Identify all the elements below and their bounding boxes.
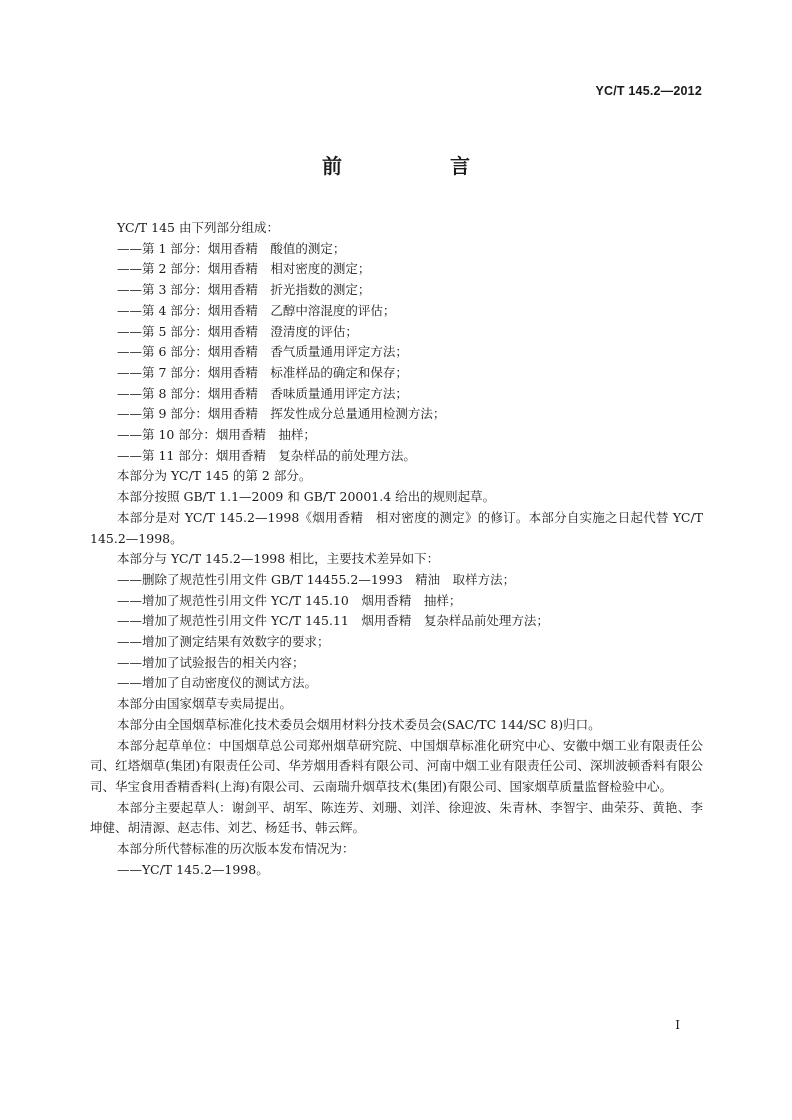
list-item: ——第 7 部分：烟用香精 标准样品的确定和保存；	[117, 364, 408, 380]
list-item: ——第 2 部分：烟用香精 相对密度的测定；	[117, 261, 371, 277]
paragraph: 本部分由国家烟草专卖局提出。	[117, 696, 293, 712]
list-item: ——第 3 部分：烟用香精 折光指数的测定；	[117, 282, 371, 298]
list-item: ——第 5 部分：烟用香精 澄清度的评估；	[117, 323, 358, 339]
paragraph: YC/T 145 由下列部分组成：	[117, 220, 279, 235]
paragraph: 本部分所代替标准的历次版本发布情况为：	[117, 841, 355, 857]
list-item: ——增加了试验报告的相关内容；	[117, 654, 305, 670]
paragraph: 本部分为 YC/T 145 的第 2 部分。	[117, 468, 312, 484]
list-item: ——YC/T 145.2—1998。	[117, 861, 269, 877]
list-item: ——第 10 部分：烟用香精 抽样；	[117, 427, 316, 443]
list-item: ——增加了规范性引用文件 YC/T 145.11 烟用香精 复杂样品前处理方法；	[117, 613, 549, 629]
list-item: ——第 4 部分：烟用香精 乙醇中溶混度的评估；	[117, 302, 396, 318]
header-standard-code: YC/T 145.2—2012	[595, 84, 702, 98]
paragraph: 本部分由全国烟草标准化技术委员会烟用材料分技术委员会(SAC/TC 144/SC 8)归口。	[117, 716, 601, 732]
list-item: ——第 11 部分：烟用香精 复杂样品的前处理方法。	[117, 447, 416, 463]
paragraph: 本部分主要起草人：谢剑平、胡军、陈连芳、刘珊、刘洋、徐迎波、朱青林、李智宇、曲荣芬、黄艳、李坤健、胡清源、赵志伟、刘艺、杨廷书、韩云辉。	[90, 799, 703, 836]
paragraph: 本部分与 YC/T 145.2—1998 相比，主要技术差异如下：	[117, 551, 440, 567]
page-number: I	[675, 1018, 680, 1032]
list-item: ——第 8 部分：烟用香精 香味质量通用评定方法；	[117, 385, 408, 401]
document-body	[90, 218, 703, 881]
paragraph: 本部分是对 YC/T 145.2—1998《烟用香精 相对密度的测定》的修订。本部分自实施之日起代替 YC/T 145.2—1998。	[90, 509, 703, 546]
list-item: ——第 1 部分：烟用香精 酸值的测定；	[117, 240, 346, 256]
list-item: ——增加了自动密度仪的测试方法。	[117, 675, 318, 691]
list-item: ——第 6 部分：烟用香精 香气质量通用评定方法；	[117, 344, 408, 360]
list-item: ——删除了规范性引用文件 GB/T 14455.2—1993 精油 取样方法；	[117, 571, 516, 587]
list-item: ——增加了规范性引用文件 YC/T 145.10 烟用香精 抽样；	[117, 592, 462, 608]
list-item: ——增加了测定结果有效数字的要求；	[117, 634, 330, 650]
list-item: ——第 9 部分：烟用香精 挥发性成分总量通用检测方法；	[117, 406, 446, 422]
paragraph: 本部分起草单位：中国烟草总公司郑州烟草研究院、中国烟草标准化研究中心、安徽中烟工业有限责任公司、红塔烟草(集团)有限责任公司、华芳烟用香料有限公司、河南中烟工业有限责任公司、深圳波顿香料有限公司、华宝食用香精香料(上海)有限公司、云南瑞升烟草技术(集团)有限公司、国家烟草质量监督检验中心。	[90, 737, 703, 794]
paragraph: 本部分按照 GB/T 1.1—2009 和 GB/T 20001.4 给出的规则起草。	[117, 489, 496, 505]
page-title: 前 言	[322, 154, 514, 178]
